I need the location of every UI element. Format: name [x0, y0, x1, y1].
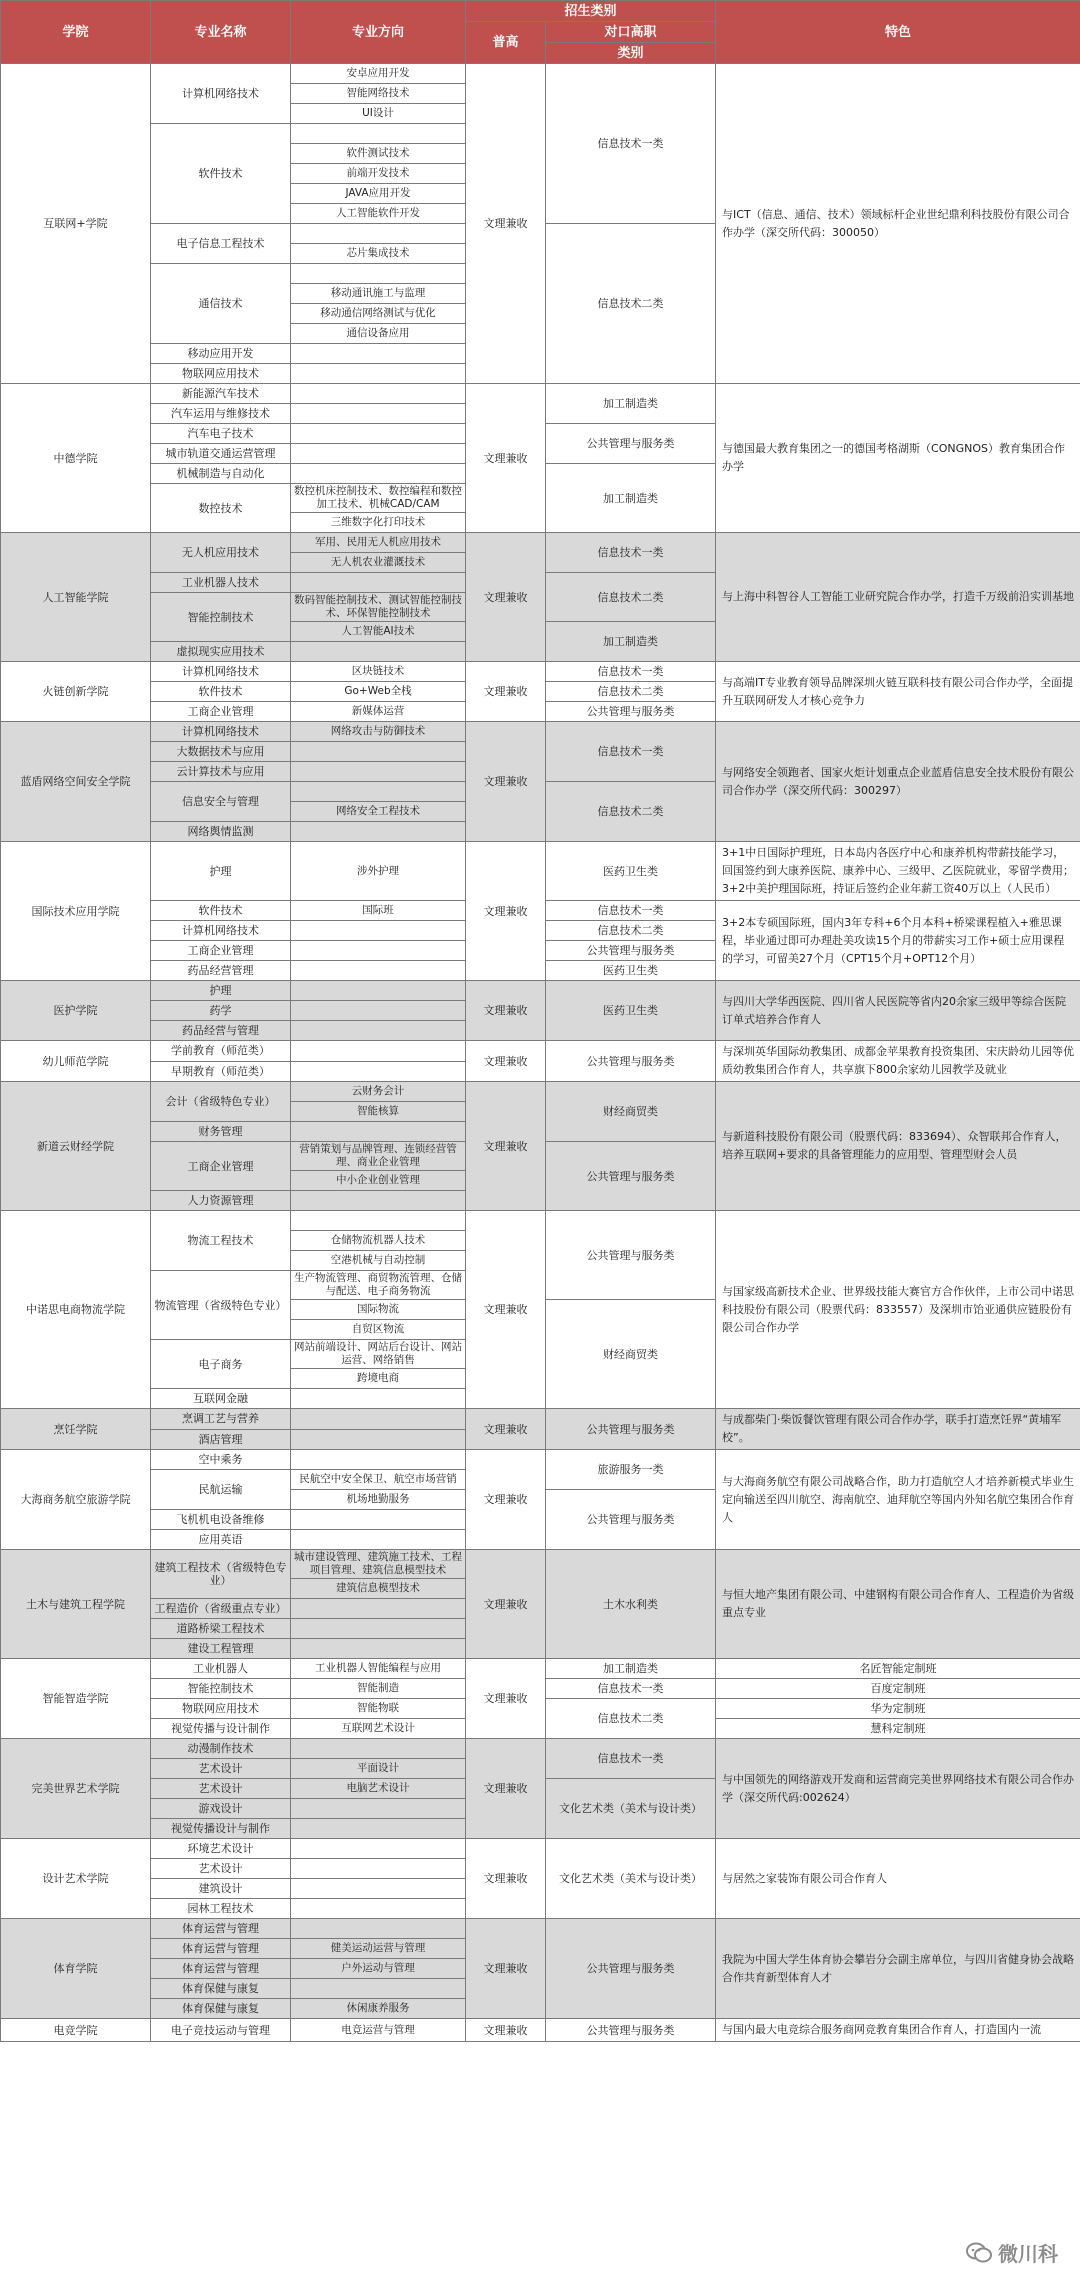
major-name: 电子商务: [151, 1340, 291, 1389]
major-name: 无人机应用技术: [151, 533, 291, 573]
table-row: [1, 1409, 1080, 1430]
major-direction: [291, 1599, 466, 1619]
major-name: 艺术设计: [151, 1859, 291, 1879]
header-major: 专业名称: [151, 1, 291, 64]
college-name: 电竞学院: [1, 2019, 151, 2042]
vocational-category: 加工制造类: [546, 464, 716, 533]
major-direction: [291, 961, 466, 981]
major-name: 智能控制技术: [151, 593, 291, 642]
major-direction: [291, 1899, 466, 1919]
table-row: [1, 662, 1080, 682]
vocational-category: 信息技术一类: [546, 533, 716, 573]
major-direction: [291, 742, 466, 762]
general-category: 文理兼收: [466, 384, 546, 533]
college-name: 火链创新学院: [1, 662, 151, 722]
major-direction: [291, 1061, 466, 1082]
major-name: 物联网应用技术: [151, 1699, 291, 1719]
general-category: 文理兼收: [466, 981, 546, 1041]
feature-cell: 与四川大学华西医院、四川省人民医院等省内20余家三级甲等综合医院订单式培养合作育人: [716, 981, 1080, 1041]
major-name: 软件技术: [151, 682, 291, 702]
major-direction: 互联网艺术设计: [291, 1719, 466, 1739]
vocational-category: 信息技术二类: [546, 921, 716, 941]
major-name: 电子信息工程技术: [151, 224, 291, 264]
major-direction: [291, 1530, 466, 1550]
feature-cell: 与居然之家装饰有限公司合作育人: [716, 1839, 1080, 1919]
major-direction: 平面设计: [291, 1759, 466, 1779]
college-name: 新道云财经学院: [1, 1082, 151, 1211]
major-name: 计算机网络技术: [151, 722, 291, 742]
major-name: 信息安全与管理: [151, 782, 291, 822]
vocational-category: 公共管理与服务类: [546, 1490, 716, 1550]
college-name: 中德学院: [1, 384, 151, 533]
vocational-category: 土木水利类: [546, 1550, 716, 1659]
major-direction: [291, 822, 466, 842]
major-direction: [291, 762, 466, 782]
table-row: [1, 1739, 1080, 1759]
watermark: [958, 2234, 1066, 2271]
major-direction: [291, 424, 466, 444]
major-name: 通信技术: [151, 264, 291, 344]
header-general: 普高: [466, 22, 546, 64]
college-name: 人工智能学院: [1, 533, 151, 662]
major-direction: [291, 1799, 466, 1819]
major-name: 物流工程技术: [151, 1211, 291, 1271]
feature-cell: 与恒大地产集团有限公司、中建钢构有限公司合作育人、工程造价为省级重点专业: [716, 1550, 1080, 1659]
major-name: 酒店管理: [151, 1429, 291, 1450]
general-category: 文理兼收: [466, 1839, 546, 1919]
feature-cell: 与深圳英华国际幼教集团、成都金苹果教育投资集团、宋庆龄幼儿园等优质幼教集团合作育人，共享旗下800余家幼儿园教学及就业: [716, 1041, 1080, 1082]
major-name: 药品经营与管理: [151, 1021, 291, 1041]
table-row: [1, 1919, 1080, 1939]
vocational-category: 旅游服务一类: [546, 1450, 716, 1490]
vocational-category: 信息技术一类: [546, 901, 716, 921]
vocational-category: 信息技术二类: [546, 573, 716, 622]
major-name: 烹调工艺与营养: [151, 1409, 291, 1430]
major-name: 会计（省级特色专业）: [151, 1082, 291, 1122]
major-direction: 云财务会计: [291, 1082, 466, 1102]
major-direction: [291, 1211, 466, 1231]
major-direction: 机场地勤服务: [291, 1490, 466, 1510]
major-name: 艺术设计: [151, 1759, 291, 1779]
major-name: 工商企业管理: [151, 941, 291, 961]
major-name: 动漫制作技术: [151, 1739, 291, 1759]
major-direction: Go+Web全栈: [291, 682, 466, 702]
table-row: [1, 2019, 1080, 2042]
general-category: 文理兼收: [466, 1211, 546, 1409]
feature-cell: 我院为中国大学生体育协会攀岩分会副主席单位，与四川省健身协会战略合作共育新型体育人才: [716, 1919, 1080, 2019]
table-row: [1, 1550, 1080, 1579]
college-name: 国际技术应用学院: [1, 842, 151, 981]
major-direction: 区块链技术: [291, 662, 466, 682]
header-direction: 专业方向: [291, 1, 466, 64]
college-name: 互联网+学院: [1, 64, 151, 384]
college-name: 设计艺术学院: [1, 1839, 151, 1919]
major-name: 视觉传播与设计制作: [151, 1719, 291, 1739]
major-name: 物流管理（省级特色专业）: [151, 1271, 291, 1340]
vocational-category: 信息技术一类: [546, 722, 716, 782]
general-category: 文理兼收: [466, 722, 546, 842]
major-direction: 智能制造: [291, 1679, 466, 1699]
major-name: 云计算技术与应用: [151, 762, 291, 782]
major-direction: 营销策划与品牌管理、连锁经营管理、商业企业管理: [291, 1142, 466, 1171]
vocational-category: 信息技术一类: [546, 64, 716, 224]
major-name: 数控技术: [151, 484, 291, 533]
major-name: 药品经营管理: [151, 961, 291, 981]
table-row: [1, 1839, 1080, 1859]
major-name: 工程造价（省级重点专业）: [151, 1599, 291, 1619]
major-name: 应用英语: [151, 1530, 291, 1550]
major-direction: 前端开发技术: [291, 164, 466, 184]
college-name: 蓝盾网络空间安全学院: [1, 722, 151, 842]
major-direction: [291, 444, 466, 464]
major-direction: 三维数字化打印技术: [291, 513, 466, 533]
table-row: [1, 384, 1080, 404]
major-direction: [291, 1739, 466, 1759]
vocational-category: 信息技术一类: [546, 662, 716, 682]
major-direction: 无人机农业灌溉技术: [291, 553, 466, 573]
major-direction: 网络攻击与防御技术: [291, 722, 466, 742]
feature-cell: 与高端IT专业教育领导品牌深圳火链互联科技有限公司合作办学，全面提升互联网研发人才核心竞争力: [716, 662, 1080, 722]
major-direction: JAVA应用开发: [291, 184, 466, 204]
major-direction: [291, 1619, 466, 1639]
table-row: [1, 1041, 1080, 1062]
header-category: 招生类别: [466, 1, 716, 22]
major-direction: [291, 941, 466, 961]
major-name: 体育保健与康复: [151, 1979, 291, 1999]
major-name: 早期教育（师范类）: [151, 1061, 291, 1082]
major-direction: 电脑艺术设计: [291, 1779, 466, 1799]
major-direction: 自贸区物流: [291, 1320, 466, 1340]
major-direction: 安卓应用开发: [291, 64, 466, 84]
general-category: 文理兼收: [466, 64, 546, 384]
major-direction: [291, 1819, 466, 1839]
general-category: 文理兼收: [466, 1919, 546, 2019]
major-direction: [291, 1409, 466, 1430]
feature-cell: 与国内最大电竞综合服务商网竞教育集团合作育人，打造国内一流: [716, 2019, 1080, 2042]
major-direction: [291, 124, 466, 144]
major-direction: 工业机器人智能编程与应用: [291, 1659, 466, 1679]
vocational-category: 公共管理与服务类: [546, 702, 716, 722]
major-name: 园林工程技术: [151, 1899, 291, 1919]
college-name: 幼儿师范学院: [1, 1041, 151, 1082]
major-direction: [291, 642, 466, 662]
vocational-category: 公共管理与服务类: [546, 1041, 716, 1082]
vocational-category: 公共管理与服务类: [546, 2019, 716, 2042]
major-direction: 仓储物流机器人技术: [291, 1231, 466, 1251]
major-direction: 数控机床控制技术、数控编程和数控加工技术、机械CAD/CAM: [291, 484, 466, 513]
wechat-icon: [966, 2242, 992, 2264]
major-name: 汽车电子技术: [151, 424, 291, 444]
vocational-category: 公共管理与服务类: [546, 1211, 716, 1300]
major-direction: [291, 1122, 466, 1142]
major-direction: 智能核算: [291, 1102, 466, 1122]
major-name: 互联网金融: [151, 1389, 291, 1409]
major-direction: [291, 782, 466, 802]
general-category: 文理兼收: [466, 662, 546, 722]
major-direction: 跨境电商: [291, 1369, 466, 1389]
vocational-category: 财经商贸类: [546, 1300, 716, 1409]
major-direction: 休闲康养服务: [291, 1999, 466, 2019]
major-direction: 人工智能软件开发: [291, 204, 466, 224]
major-name: 药学: [151, 1001, 291, 1021]
major-direction: [291, 921, 466, 941]
header-vocational-sub: 类别: [546, 43, 716, 64]
major-direction: [291, 1919, 466, 1939]
major-name: 体育保健与康复: [151, 1999, 291, 2019]
feature-cell: 与中国领先的网络游戏开发商和运营商完美世界网络技术有限公司合作办学（深交所代码:002624）: [716, 1739, 1080, 1839]
general-category: 文理兼收: [466, 1082, 546, 1211]
feature-cell: 与成都柴门·柴饭餐饮管理有限公司合作办学，联手打造烹饪界“黄埔军校”。: [716, 1409, 1080, 1450]
major-name: 飞机机电设备维修: [151, 1510, 291, 1530]
header-college: 学院: [1, 1, 151, 64]
college-name: 智能智造学院: [1, 1659, 151, 1739]
feature-cell: 与上海中科智谷人工智能工业研究院合作办学，打造千万级前沿实训基地: [716, 533, 1080, 662]
vocational-category: 公共管理与服务类: [546, 1409, 716, 1450]
table-row: [1, 1450, 1080, 1470]
feature-cell: 3+2本专硕国际班，国内3年专科+6个月本科+桥梁课程植入+雅思课程，毕业通过即可办理赴美攻读15个月的带薪实习工作+硕士应用课程的学习，可留美27个月（CPT15个月+OPT12个月）: [716, 901, 1080, 981]
table-row: [1, 533, 1080, 553]
major-name: 网络舆情监测: [151, 822, 291, 842]
major-name: 民航运输: [151, 1470, 291, 1510]
major-direction: [291, 404, 466, 424]
vocational-category: 财经商贸类: [546, 1082, 716, 1142]
feature-cell: 慧科定制班: [716, 1719, 1080, 1739]
vocational-category: 信息技术二类: [546, 782, 716, 842]
major-direction: [291, 1389, 466, 1409]
major-direction: [291, 981, 466, 1001]
vocational-category: 文化艺术类（美术与设计类）: [546, 1839, 716, 1919]
major-direction: 涉外护理: [291, 842, 466, 901]
major-direction: 电竞运营与管理: [291, 2019, 466, 2042]
general-category: 文理兼收: [466, 533, 546, 662]
major-name: 财务管理: [151, 1122, 291, 1142]
general-category: 文理兼收: [466, 842, 546, 981]
feature-cell: 与大海商务航空有限公司战略合作，助力打造航空人才培养新模式毕业生定向输送至四川航空、海南航空、迪拜航空等国内外知名航空集团合作育人: [716, 1450, 1080, 1550]
major-name: 汽车运用与维修技术: [151, 404, 291, 424]
major-name: 智能控制技术: [151, 1679, 291, 1699]
major-name: 软件技术: [151, 901, 291, 921]
major-direction: [291, 1510, 466, 1530]
major-name: 工业机器人技术: [151, 573, 291, 593]
feature-cell: 3+1中日国际护理班，日本岛内各医疗中心和康养机构带薪技能学习，回国签约到大康养医院、康养中心、三级甲、乙医院就业，零留学费用；3+2中美护理国际班，持证后签约企业年薪工资40万以上（人民币）: [716, 842, 1080, 901]
major-direction: 移动通讯施工与监理: [291, 284, 466, 304]
major-name: 电子竞技运动与管理: [151, 2019, 291, 2042]
college-name: 大海商务航空旅游学院: [1, 1450, 151, 1550]
college-name: 完美世界艺术学院: [1, 1739, 151, 1839]
college-name: 烹饪学院: [1, 1409, 151, 1450]
major-direction: [291, 1879, 466, 1899]
major-direction: [291, 384, 466, 404]
college-name: 体育学院: [1, 1919, 151, 2019]
major-direction: 网站前端设计、网站后台设计、网站运营、网络销售: [291, 1340, 466, 1369]
major-name: 工商企业管理: [151, 702, 291, 722]
major-direction: [291, 1001, 466, 1021]
vocational-category: 信息技术二类: [546, 682, 716, 702]
vocational-category: 公共管理与服务类: [546, 1919, 716, 2019]
vocational-category: 公共管理与服务类: [546, 1142, 716, 1211]
major-name: 建筑工程技术（省级特色专业）: [151, 1550, 291, 1599]
major-direction: [291, 1979, 466, 1999]
major-direction: 空港机械与自动控制: [291, 1251, 466, 1271]
major-direction: 智能物联: [291, 1699, 466, 1719]
major-direction: 移动通信网络测试与优化: [291, 304, 466, 324]
vocational-category: 加工制造类: [546, 1659, 716, 1679]
major-direction: 芯片集成技术: [291, 244, 466, 264]
vocational-category: 信息技术一类: [546, 1739, 716, 1779]
major-direction: [291, 1639, 466, 1659]
major-name: 体育运营与管理: [151, 1939, 291, 1959]
major-direction: [291, 1859, 466, 1879]
major-name: 体育运营与管理: [151, 1919, 291, 1939]
vocational-category: 信息技术一类: [546, 1679, 716, 1699]
vocational-category: 信息技术二类: [546, 1699, 716, 1739]
major-name: 大数据技术与应用: [151, 742, 291, 762]
feature-cell: 华为定制班: [716, 1699, 1080, 1719]
major-name: 护理: [151, 981, 291, 1001]
major-name: 物联网应用技术: [151, 364, 291, 384]
major-name: 工商企业管理: [151, 1142, 291, 1191]
major-direction: [291, 1429, 466, 1450]
major-direction: 通信设备应用: [291, 324, 466, 344]
major-direction: 国际班: [291, 901, 466, 921]
college-name: 医护学院: [1, 981, 151, 1041]
vocational-category: 医药卫生类: [546, 961, 716, 981]
vocational-category: 文化艺术类（美术与设计类）: [546, 1779, 716, 1839]
major-direction: 智能网络技术: [291, 84, 466, 104]
general-category: 文理兼收: [466, 1450, 546, 1550]
vocational-category: 医药卫生类: [546, 981, 716, 1041]
table-row: [1, 64, 1080, 84]
major-name: 游戏设计: [151, 1799, 291, 1819]
table-row: [1, 842, 1080, 901]
major-direction: [291, 224, 466, 244]
major-direction: 中小企业创业管理: [291, 1171, 466, 1191]
table-row: [1, 981, 1080, 1001]
table-row: [1, 1659, 1080, 1679]
major-name: 计算机网络技术: [151, 662, 291, 682]
major-direction: 软件测试技术: [291, 144, 466, 164]
vocational-category: 信息技术二类: [546, 224, 716, 384]
vocational-category: 公共管理与服务类: [546, 941, 716, 961]
major-name: 计算机网络技术: [151, 64, 291, 124]
major-direction: [291, 264, 466, 284]
major-direction: 民航空中安全保卫、航空市场营销: [291, 1470, 466, 1490]
table-row: [1, 1082, 1080, 1102]
header-row-1: [1, 1, 1080, 22]
general-category: 文理兼收: [466, 1659, 546, 1739]
major-direction: [291, 1191, 466, 1211]
table-row: [1, 722, 1080, 742]
major-direction: 新媒体运营: [291, 702, 466, 722]
general-category: 文理兼收: [466, 1739, 546, 1839]
major-direction: [291, 1041, 466, 1062]
feature-cell: 与新道科技股份有限公司（股票代码：833694）、众智联邦合作育人，培养互联网+要求的具备管理能力的应用型、管理型财会人员: [716, 1082, 1080, 1211]
table-row: [1, 1211, 1080, 1231]
major-direction: [291, 464, 466, 484]
general-category: 文理兼收: [466, 1409, 546, 1450]
college-name: 土木与建筑工程学院: [1, 1550, 151, 1659]
major-name: 学前教育（师范类）: [151, 1041, 291, 1062]
major-name: 护理: [151, 842, 291, 901]
major-direction: [291, 1021, 466, 1041]
major-direction: 国际物流: [291, 1300, 466, 1320]
feature-cell: 与网络安全领跑者、国家火炬计划重点企业蓝盾信息安全技术股份有限公司合作办学（深交所代码：300297）: [716, 722, 1080, 842]
college-name: 中诺思电商物流学院: [1, 1211, 151, 1409]
major-name: 建筑设计: [151, 1879, 291, 1899]
major-name: 虚拟现实应用技术: [151, 642, 291, 662]
major-name: 软件技术: [151, 124, 291, 224]
major-direction: 军用、民用无人机应用技术: [291, 533, 466, 553]
major-name: 环境艺术设计: [151, 1839, 291, 1859]
major-name: 空中乘务: [151, 1450, 291, 1470]
major-direction: 数码智能控制技术、测试智能控制技术、环保智能控制技术: [291, 593, 466, 622]
major-direction: [291, 1839, 466, 1859]
vocational-category: 公共管理与服务类: [546, 424, 716, 464]
vocational-category: 加工制造类: [546, 622, 716, 662]
major-direction: [291, 573, 466, 593]
major-direction: 健美运动运营与管理: [291, 1939, 466, 1959]
major-name: 计算机网络技术: [151, 921, 291, 941]
major-name: 体育运营与管理: [151, 1959, 291, 1979]
major-name: 人力资源管理: [151, 1191, 291, 1211]
major-name: 机械制造与自动化: [151, 464, 291, 484]
major-direction: UI设计: [291, 104, 466, 124]
major-direction: 人工智能AI技术: [291, 622, 466, 642]
major-direction: 生产物流管理、商贸物流管理、仓储与配送、电子商务物流: [291, 1271, 466, 1300]
vocational-category: 加工制造类: [546, 384, 716, 424]
feature-cell: 与德国最大教育集团之一的德国考格湖斯（CONGNOS）教育集团合作办学: [716, 384, 1080, 533]
major-name: 移动应用开发: [151, 344, 291, 364]
major-name: 视觉传播设计与制作: [151, 1819, 291, 1839]
major-direction: [291, 1450, 466, 1470]
major-direction: [291, 344, 466, 364]
major-direction: 城市建设管理、建筑施工技术、工程项目管理、建筑信息模型技术: [291, 1550, 466, 1579]
major-direction: 户外运动与管理: [291, 1959, 466, 1979]
feature-cell: 与ICT（信息、通信、技术）领域标杆企业世纪鼎利科技股份有限公司合作办学（深交所代码：300050）: [716, 64, 1080, 384]
vocational-category: 医药卫生类: [546, 842, 716, 901]
header-feature: 特色: [716, 1, 1080, 64]
major-name: 道路桥梁工程技术: [151, 1619, 291, 1639]
feature-cell: 名匠智能定制班: [716, 1659, 1080, 1679]
general-category: 文理兼收: [466, 1550, 546, 1659]
general-category: 文理兼收: [466, 1041, 546, 1082]
major-name: 新能源汽车技术: [151, 384, 291, 404]
feature-cell: 与国家级高新技术企业、世界级技能大赛官方合作伙伴，上市公司中诺思科技股份有限公司（股票代码：833557）及深圳市饴亚通供应链股份有限公司合作办学: [716, 1211, 1080, 1409]
major-direction: 建筑信息模型技术: [291, 1579, 466, 1599]
major-name: 工业机器人: [151, 1659, 291, 1679]
major-name: 建设工程管理: [151, 1639, 291, 1659]
major-direction: 网络安全工程技术: [291, 802, 466, 822]
feature-cell: 百度定制班: [716, 1679, 1080, 1699]
general-category: 文理兼收: [466, 2019, 546, 2042]
header-vocational: 对口高职: [546, 22, 716, 43]
watermark-text: 微川科: [998, 2242, 1058, 2266]
major-name: 城市轨道交通运营管理: [151, 444, 291, 464]
major-direction: [291, 364, 466, 384]
major-name: 艺术设计: [151, 1779, 291, 1799]
